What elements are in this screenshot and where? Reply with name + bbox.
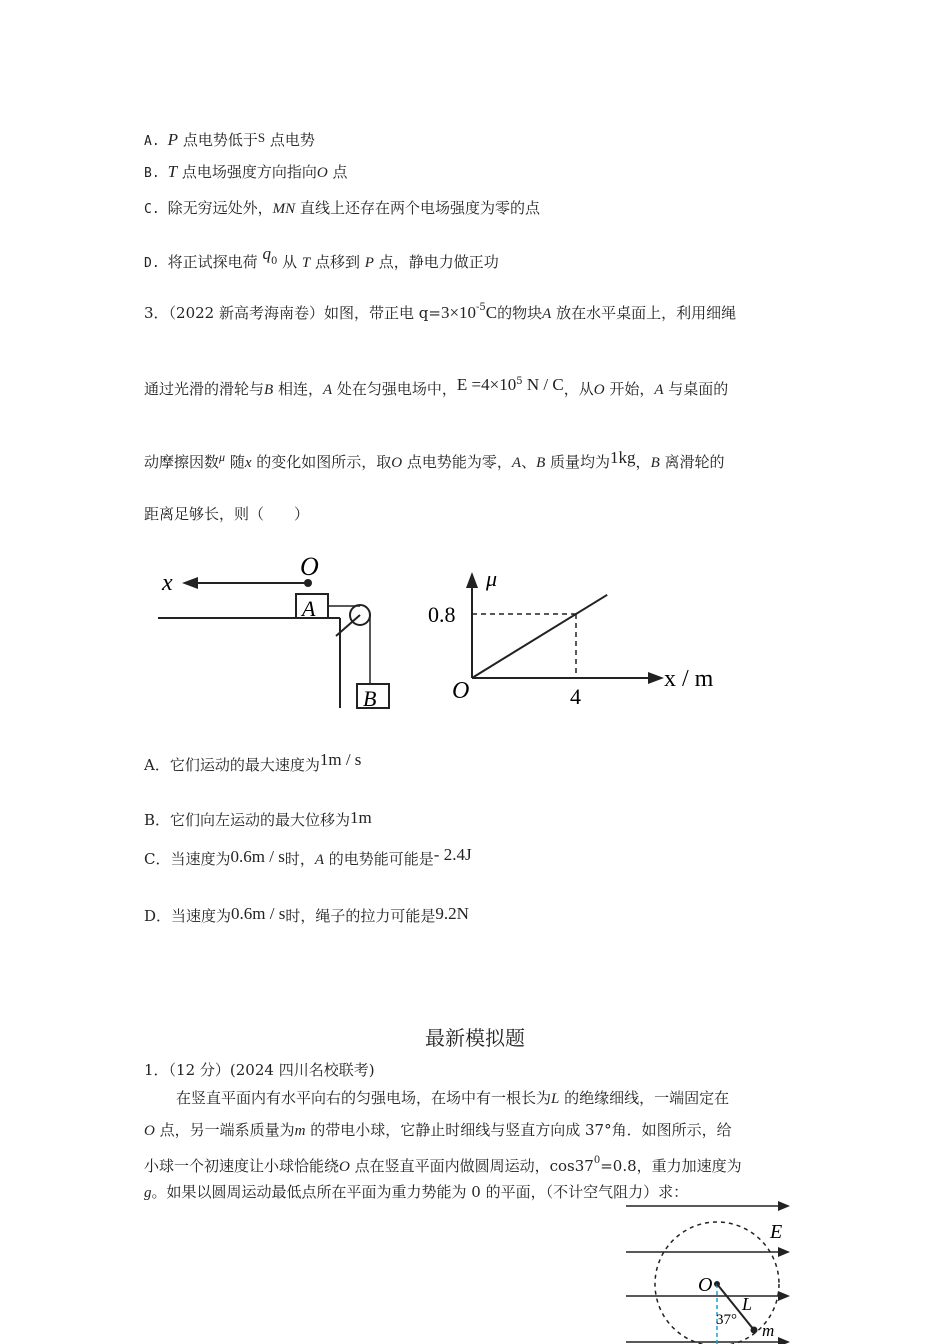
chart-x-label: x / m — [664, 666, 714, 692]
string-l-label: L — [742, 1294, 753, 1314]
ball-m-label: m — [762, 1321, 775, 1340]
circle-field-figure — [620, 1196, 800, 1344]
x-label: x — [162, 570, 173, 596]
p1-line-1: 在竖直平面内有水平向右的匀强电场，在场中有一根长为L 的绝缘细线，一端固定在 — [176, 1089, 730, 1107]
q3-option-d: D．当速度为0.6m / s时，绳子的拉力可能是9.2N — [144, 904, 469, 925]
q3-option-c: C．当速度为0.6m / s时，A 的电势能可能是- 2.4J — [144, 845, 472, 868]
field-arrow-2 — [778, 1247, 790, 1257]
chart-x-tick-label: 4 — [570, 684, 581, 709]
q3-line-3: 动摩擦因数$^\mu$ 随x 的变化如图所示，取O 点电势能为零，A、B 质量均为1kg，B 离滑轮的 — [144, 448, 725, 471]
field-arrow-3 — [778, 1291, 790, 1301]
o-label: O — [300, 552, 319, 581]
option-d-prev: D. 将正试探电荷 $q^0$ 从 T 点移到 P 点，静电力做正功 — [144, 244, 499, 271]
chart-series-line — [472, 595, 607, 678]
ball-m — [751, 1327, 758, 1334]
p1-line-2: O 点，另一端系质量为m 的带电小球，它静止时细线与竖直方向成 37°角．如图所示，给 — [144, 1121, 732, 1139]
field-e-label: E — [770, 1221, 783, 1243]
angle-label: 37° — [716, 1312, 737, 1328]
chart-x-arrow — [648, 672, 664, 684]
section-title: 最新模拟题 — [425, 1026, 525, 1050]
q3-line-2: 通过光滑的滑轮与B 相连，A 处在匀强电场中，$E =4\times 10^5$ N / C，从O 开始，A 与桌面的 — [144, 375, 729, 398]
option-a-prev: A. P 点电势低于S 点电势 — [144, 130, 315, 149]
q3-line-4: 距离足够长，则（ ） — [144, 505, 310, 523]
p1-line-3: 小球一个初速度让小球恰能绕O 点在竖直平面内做圆周运动，$\cos 37^0=0.8$，重力加速度为 — [144, 1155, 742, 1175]
x-arrowhead — [182, 577, 198, 589]
q3-line-1: 3．（2022 新高考海南卷）如图，带正电 $q=3\times 10^{-5}C$的物块A 放在水平桌面上，利用细绳 — [144, 302, 737, 322]
mu-x-chart — [420, 560, 740, 710]
p1-line-4: g。如果以圆周运动最低点所在平面为重力势能为 0 的平面，（不计空气阻力）求： — [144, 1183, 689, 1201]
chart-y-arrow — [466, 572, 478, 588]
pulley-figure — [150, 548, 410, 718]
field-arrow-4 — [778, 1337, 790, 1344]
option-c-prev: C. 除无穷远处外，MN 直线上还存在两个电场强度为零的点 — [144, 199, 540, 217]
chart-y-tick-label: 0.8 — [428, 602, 456, 627]
chart-y-label: μ — [486, 566, 498, 591]
chart-origin-label: O — [452, 678, 470, 704]
block-a-label: A — [302, 596, 316, 621]
block-b-label: B — [363, 686, 377, 711]
pivot-o-label: O — [698, 1274, 713, 1296]
q3-option-b: B．它们向左运动的最大位移为1m — [144, 808, 372, 829]
p1-header: 1．（12 分）(2024 四川名校联考) — [144, 1061, 375, 1079]
option-b-prev: B. T 点电场强度方向指向O 点 — [144, 162, 348, 181]
field-arrow-1 — [778, 1201, 790, 1211]
q3-option-a: A．它们运动的最大速度为1m / s — [144, 750, 362, 774]
